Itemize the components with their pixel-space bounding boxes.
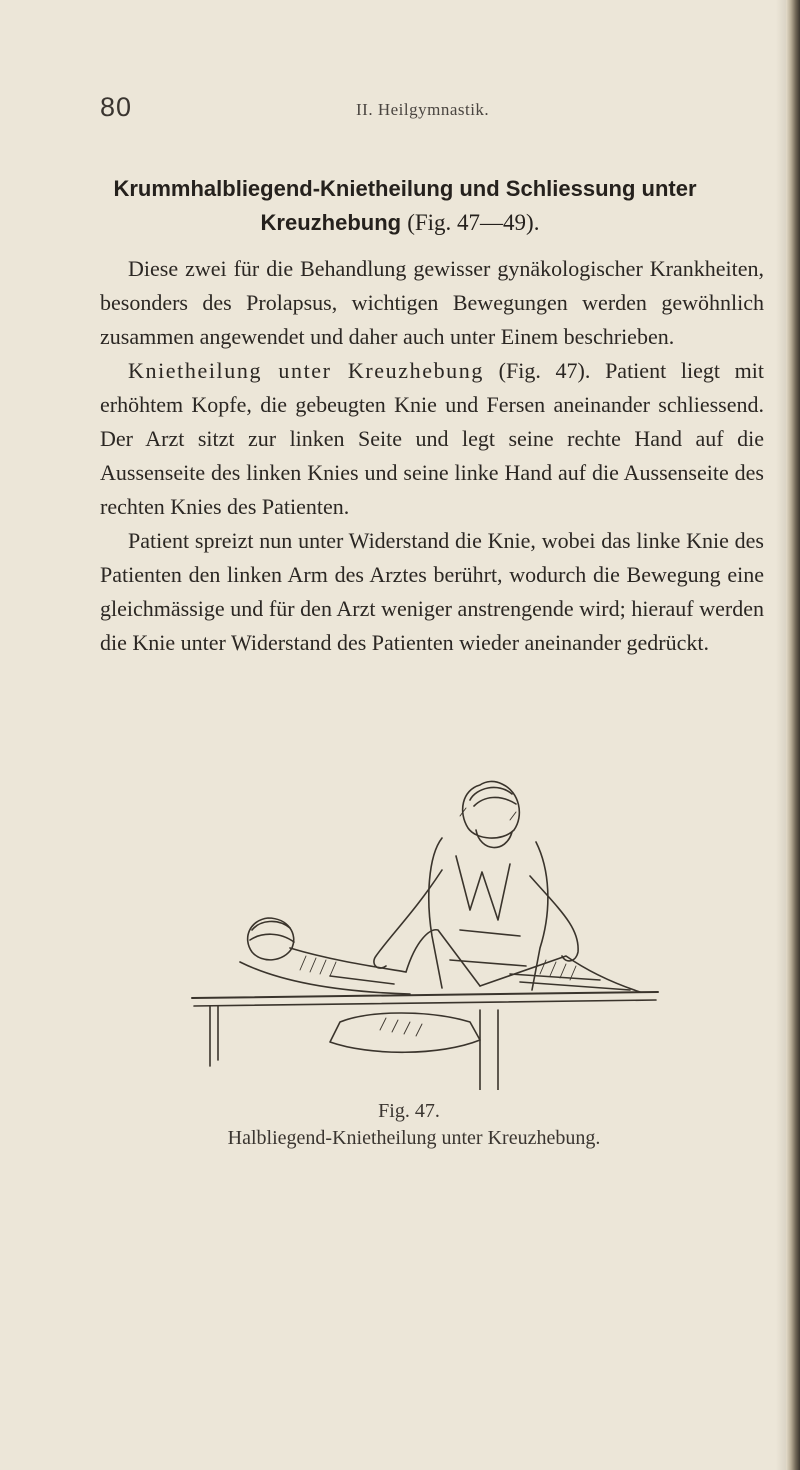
body-text [100,252,764,660]
paragraph-2-text: (Fig. 47). Patient liegt mit erhöhtem Kopfe, die gebeugten Knie und Fersen aneinander schliessend. Der Arzt sitzt zur linken Seite und legt seine rechte Hand auf die Aussenseite des linken Knies und seine linke Hand auf die Aussenseite des rechten Knies des Patienten. [100,358,765,519]
page-header [100,92,740,132]
page-number: 80 [100,92,133,122]
paragraph-3: Patient spreizt nun unter Widerstand die Knie, wobei das linke Knie des Patienten den linken Arm des Arztes berührt, wodurch die Bewegung eine gleichmässige und für den Arzt weniger anstrengende wird; hierauf werden die Knie unter Widerstand des Patienten wieder aneinander gedrückt. [100,528,764,655]
running-head: II. Heilgymnastik. [356,100,490,119]
doctor-shirt-folds [450,856,526,966]
doctor-arm-left [374,870,442,968]
patient-knees-left [406,930,480,986]
section-title-line2 [0,206,800,240]
section-title [0,172,800,240]
doctor-hair [470,787,516,806]
patient-torso [240,948,410,994]
doctor-torso [429,838,548,990]
doctor-head [463,781,520,838]
section-title-line2-text: Kreuzhebung [260,210,402,235]
section-title-line1: Krummhalbliegend-Knietheilung und Schliessung unter [113,176,697,201]
engraving-illustration [180,760,660,1090]
stool-leg [480,1010,498,1090]
paragraph-2 [100,354,764,524]
paragraph-2-spaced-heading: Knietheilung unter Kreuzhebung [128,358,484,383]
patient-head [248,918,294,960]
figure-illustration [180,760,660,1090]
table-leg-left [210,1006,218,1066]
section-title-figref: (Fig. 47—49). [407,210,540,235]
paragraph-1: Diese zwei für die Behandlung gewisser gynäkologischer Krankheiten, besonders des Prolapsus, wichtigen Bewegungen werden gewöhnlich zusammen angewendet und daher auch unter Einem beschrieben. [100,256,764,349]
figure-caption: Halbliegend-Knietheilung unter Kreuzhebung. [227,1127,601,1149]
couch-top [192,992,658,998]
couch-top-lower [194,1000,656,1006]
figure-label: Fig. 47. [378,1100,440,1122]
patient-legs-lines [330,974,630,990]
patient-knees-right [480,956,640,992]
doctor-arm-right [530,876,578,961]
